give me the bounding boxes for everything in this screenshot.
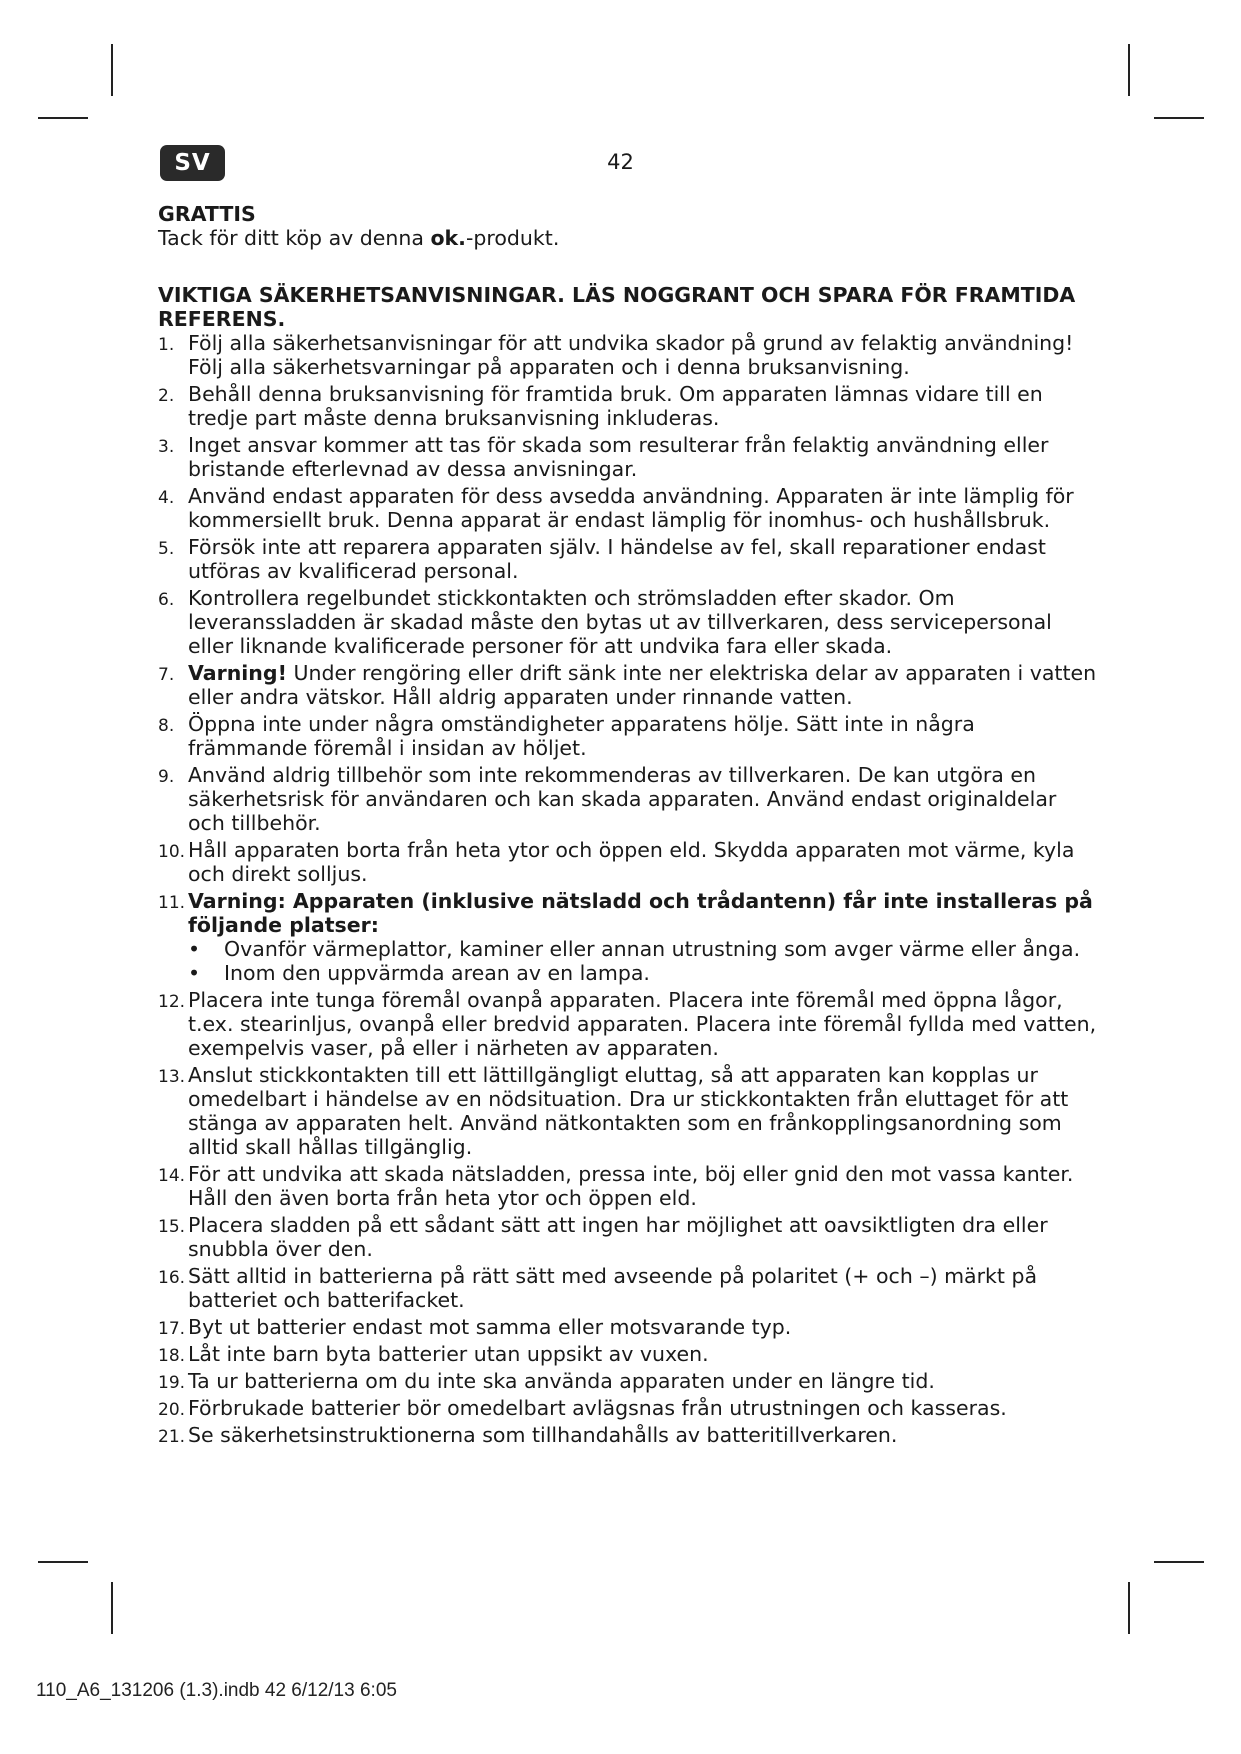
- page-number: 42: [607, 150, 634, 174]
- intro-text-after: -produkt.: [465, 226, 560, 250]
- safety-list: [158, 331, 1098, 1447]
- item-number: 14.: [158, 1166, 186, 1186]
- safety-item: [158, 1369, 1098, 1393]
- safety-item: [158, 1264, 1098, 1312]
- safety-item: [158, 1315, 1098, 1339]
- item-number: 13.: [158, 1067, 186, 1087]
- item-text: Byt ut batterier endast mot samma eller motsvarande typ.: [188, 1315, 792, 1339]
- item-number: 21.: [158, 1427, 186, 1447]
- sub-item-text: Inom den uppvärmda arean av en lampa.: [224, 961, 650, 985]
- crop-mark-top-right-horizontal: [1154, 117, 1204, 119]
- safety-item: [158, 1213, 1098, 1261]
- intro-text-before: Tack för ditt köp av denna: [158, 226, 431, 250]
- safety-item: [158, 712, 1098, 760]
- item-text: Följ alla säkerhetsanvisningar för att undvika skador på grund av felaktig användning! Följ alla säkerhetsvarningar på apparaten och i denna bruksanvisning.: [188, 331, 1074, 379]
- item-number: 17.: [158, 1319, 186, 1339]
- safety-heading: VIKTIGA SÄKERHETSANVISNINGAR. LÄS NOGGRANT OCH SPARA FÖR FRAMTIDA REFERENS.: [158, 283, 1076, 331]
- item-text: Försök inte att reparera apparaten själv. I händelse av fel, skall reparationer endast utföras av kvalificerad personal.: [188, 535, 1046, 583]
- crop-mark-bottom-right-vertical: [1128, 1582, 1130, 1634]
- item-text: Håll apparaten borta från heta ytor och öppen eld. Skydda apparaten mot värme, kyla och direkt solljus.: [188, 838, 1075, 886]
- item-number: 18.: [158, 1346, 186, 1366]
- item-warning: Varning!: [188, 661, 287, 685]
- item-number: 11.: [158, 893, 186, 913]
- document-body: [158, 202, 1098, 1450]
- brand-name: ok.: [430, 226, 466, 250]
- safety-item: [158, 889, 1098, 985]
- language-badge: SV: [160, 145, 225, 181]
- safety-item: [158, 661, 1098, 709]
- item-number: 16.: [158, 1268, 186, 1288]
- item-text: Sätt alltid in batterierna på rätt sätt med avseende på polaritet (+ och –) märkt på batteriet och batterifacket.: [188, 1264, 1038, 1312]
- intro-section: [158, 202, 1098, 250]
- crop-mark-top-left-horizontal: [38, 117, 88, 119]
- item-number: 5.: [158, 539, 175, 559]
- crop-mark-bottom-right-horizontal: [1154, 1561, 1204, 1563]
- item-number: 3.: [158, 437, 175, 457]
- item-text: Kontrollera regelbundet stickkontakten och strömsladden efter skador. Om leveranssladden är skadad måste den bytas ut av tillverkaren, dess servicepersonal eller liknande kvalificerade personer för att undvika fara eller skada.: [188, 586, 1052, 658]
- intro-text: [158, 226, 1098, 250]
- item-text: Inget ansvar kommer att tas för skada som resulterar från felaktig användning eller bristande efterlevnad av dessa anvisningar.: [188, 433, 1049, 481]
- item-text: För att undvika att skada nätsladden, pressa inte, böj eller gnid den mot vassa kanter. Håll den även borta från heta ytor och öppen eld.: [188, 1162, 1074, 1210]
- sub-list-item: [188, 961, 1098, 985]
- item-text: Förbrukade batterier bör omedelbart avlägsnas från utrustningen och kasseras.: [188, 1396, 1007, 1420]
- safety-item: [158, 1423, 1098, 1447]
- safety-item: [158, 586, 1098, 658]
- crop-mark-top-right-vertical: [1128, 44, 1130, 96]
- safety-item: [158, 484, 1098, 532]
- safety-item: [158, 1063, 1098, 1159]
- safety-item: [158, 535, 1098, 583]
- sub-item-text: Ovanför värmeplattor, kaminer eller annan utrustning som avger värme eller ånga.: [224, 937, 1081, 961]
- item-number: 9.: [158, 767, 175, 787]
- item-11-sublist: [188, 937, 1098, 985]
- safety-item: [158, 988, 1098, 1060]
- safety-item: [158, 382, 1098, 430]
- item-text: Öppna inte under några omständigheter apparatens hölje. Sätt inte in några främmande föremål i insidan av höljet.: [188, 712, 975, 760]
- sub-list-item: [188, 937, 1098, 961]
- crop-mark-top-left-vertical: [111, 44, 113, 96]
- safety-item: [158, 1396, 1098, 1420]
- item-warning: Varning: Apparaten (inklusive nätsladd och trådantenn) får inte installeras på följande platser:: [188, 889, 1093, 937]
- item-text: Se säkerhetsinstruktionerna som tillhandahålls av batteritillverkaren.: [188, 1423, 898, 1447]
- item-text: Använd endast apparaten för dess avsedda användning. Apparaten är inte lämplig för kommersiellt bruk. Denna apparat är endast lämplig för inomhus- och hushållsbruk.: [188, 484, 1074, 532]
- item-number: 10.: [158, 842, 186, 862]
- item-number: 7.: [158, 665, 175, 685]
- item-text: Behåll denna bruksanvisning för framtida bruk. Om apparaten lämnas vidare till en tredje part måste denna bruksanvisning inkluderas.: [188, 382, 1043, 430]
- item-text: Anslut stickkontakten till ett lättillgängligt eluttag, så att apparaten kan kopplas ur omedelbart i händelse av en nödsituation. Dra ur stickkontakten från eluttaget för att stänga av apparaten helt. Använd nätkontakten som en frånkopplingsanordning som alltid skall hållas tillgänglig.: [188, 1063, 1069, 1159]
- safety-item: [158, 763, 1098, 835]
- item-number: 2.: [158, 386, 175, 406]
- bullet-icon: •: [188, 937, 201, 961]
- item-text: Placera inte tunga föremål ovanpå apparaten. Placera inte föremål med öppna lågor, t.ex. stearinljus, ovanpå eller bredvid apparaten. Placera inte föremål fyllda med vatten, exempelvis vaser, på eller i närheten av apparaten.: [188, 988, 1097, 1060]
- safety-item: [158, 1162, 1098, 1210]
- item-text: Låt inte barn byta batterier utan uppsikt av vuxen.: [188, 1342, 709, 1366]
- item-number: 4.: [158, 488, 175, 508]
- item-text: Placera sladden på ett sådant sätt att ingen har möjlighet att oavsiktligten dra eller snubbla över den.: [188, 1213, 1048, 1261]
- print-footer: 110_A6_131206 (1.3).indb 42 6/12/13 6:05: [36, 1680, 397, 1701]
- item-number: 6.: [158, 590, 175, 610]
- item-text: Använd aldrig tillbehör som inte rekommenderas av tillverkaren. De kan utgöra en säkerhetsrisk för användaren och kan skada apparaten. Använd endast originaldelar och tillbehör.: [188, 763, 1057, 835]
- safety-item: [158, 433, 1098, 481]
- crop-mark-bottom-left-horizontal: [38, 1561, 88, 1563]
- item-number: 19.: [158, 1373, 186, 1393]
- safety-item: [158, 331, 1098, 379]
- item-text: Under rengöring eller drift sänk inte ner elektriska delar av apparaten i vatten eller andra vätskor. Håll aldrig apparaten under rinnande vatten.: [188, 661, 1097, 709]
- item-number: 8.: [158, 716, 175, 736]
- item-number: 15.: [158, 1217, 186, 1237]
- intro-heading: GRATTIS: [158, 202, 256, 226]
- item-number: 20.: [158, 1400, 186, 1420]
- safety-item: [158, 1342, 1098, 1366]
- item-number: 1.: [158, 335, 175, 355]
- safety-item: [158, 838, 1098, 886]
- crop-mark-bottom-left-vertical: [111, 1582, 113, 1634]
- bullet-icon: •: [188, 961, 201, 985]
- item-number: 12.: [158, 992, 186, 1012]
- item-text: Ta ur batterierna om du inte ska använda apparaten under en längre tid.: [188, 1369, 935, 1393]
